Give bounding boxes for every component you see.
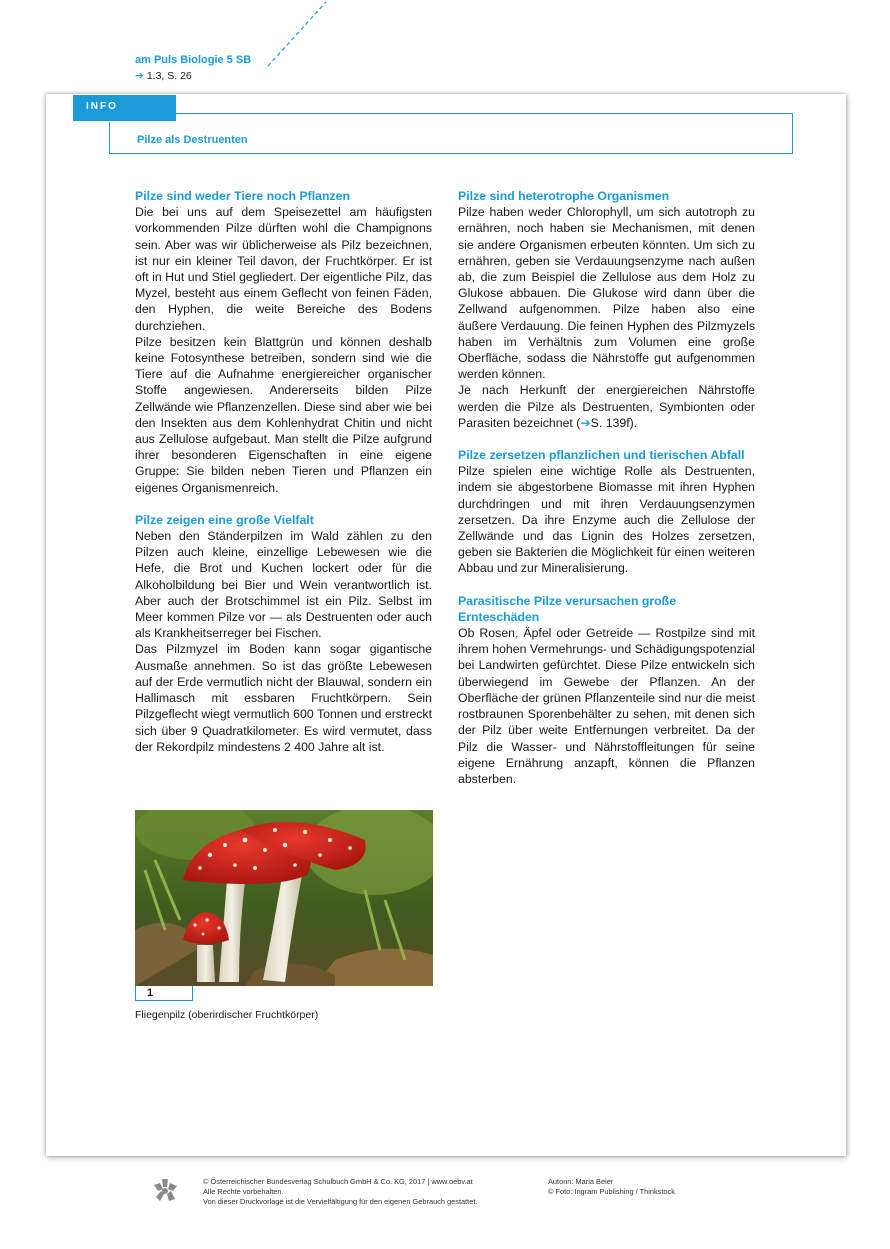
paragraph: Neben den Ständerpilzen im Wald zählen zu den Pilzen auch kleine, einzellige Lebewesen wie die Hefe, die Brot und Kuchen lockert oder für die Alkoholbildung bei Bier und Wein verantwortlich ist. Aber auch der Brotschimmel ist ein Pilz. Selbst im Meer kommen Pilze vor — als Destruenten oder auch als Krankheitserreger bei Fischen. <box>135 529 432 641</box>
footer-copyright <box>203 1177 477 1207</box>
footer-credits <box>548 1177 675 1197</box>
dashed-cut-line <box>260 0 340 70</box>
publisher-logo-icon <box>150 1177 180 1203</box>
right-column <box>458 188 755 787</box>
copy-permission-line: Von dieser Druckvorlage ist die Vervielfältigung für den eigenen Gebrauch gestattet. <box>203 1197 478 1206</box>
arrow-right-icon: ➔ <box>580 415 591 430</box>
paragraph <box>458 382 755 431</box>
fly-agaric-photo <box>135 810 433 986</box>
paragraph: Ob Rosen, Äpfel oder Getreide — Rostpilze sind mit ihrem hohen Vermehrungs- und Schädigungspotenzial bei Landwirten gefürchtet. Diese Pilze entwickeln sich überwiegend im Gewebe der Pflanzen. An der Oberfläche der grünen Pflanzenteile sind nur die meist rostbraunen Sporenbehälter zu sehen, mit denen sich der Pilz über weite Entfernungen verbreitet. Da der Pilz die Wasser- und Nährstoffleitungen für seine eigene Ernährung anzapft, können die Pflanzen absterben. <box>458 626 755 786</box>
rights-line: Alle Rechte vorbehalten. <box>203 1187 284 1196</box>
paragraph-text: Je nach Herkunft der energiereichen Nährstoffe werden die Pilze als Destruenten, Symbionten oder Parasiten bezeichnet ( <box>458 383 755 430</box>
paragraph: Das Pilzmyzel im Boden kann sogar gigantische Ausmaße annehmen. So ist das größte Lebewesen auf der Erde vermutlich nicht der Blauwal, sondern ein Hallimasch mit essbaren Fruchtkörpern. Sein Pilzgeflecht wiegt vermutlich 600 Tonnen und erstreckt sich über 9 Quadratkilometer. Es wird vermutet, dass der Rekordpilz mindestens 2 400 Jahre alt ist. <box>135 642 432 754</box>
page-reference-text: 1.3, S. 26 <box>146 70 192 82</box>
figure-number: 1 <box>135 986 193 1001</box>
info-tab: INFO <box>73 95 176 121</box>
page-reference-link: S. 139f). <box>590 415 638 430</box>
page-reference <box>135 70 192 82</box>
paragraph: Pilze besitzen kein Blattgrün und können deshalb keine Fotosynthese betreiben, sondern sind wie die Tiere auf die Aufnahme energiereicher organischer Stoffe angewiesen. Andererseits bilden Pilze Zellwände wie Pflanzenzellen. Diese sind aber wie bei den Insekten aus dem Kohlenhydrat Chitin und nicht aus Zellulose aufgebaut. Man stellt die Pilze aufgrund ihrer besonderen Eigenschaften in eine eigene Gruppe: Sie bilden neben Tieren und Pflanzen ein eigenes Organismenreich. <box>135 334 432 495</box>
arrow-right-icon: ➔ <box>135 70 144 82</box>
figure-caption: Fliegenpilz (oberirdischer Fruchtkörper) <box>135 1009 319 1021</box>
section-heading: Pilze sind heterotrophe Organismen <box>458 189 670 203</box>
section-heading: Pilze sind weder Tiere noch Pflanzen <box>135 189 351 203</box>
section-heading: Pilze zersetzen pflanzlichen und tierischen Abfall <box>458 448 745 463</box>
paragraph: Pilze spielen eine wichtige Rolle als Destruenten, indem sie abgestorbene Biomasse mit ihren Hyphen durchdringen und mit ihren Verdauungsenzymen zersetzen. Da ihre Enzyme auch die Zellulose der Zellwände und das Lignin des Holzes zersetzen, geben sie Bakterien die Möglichkeit für einen weiteren Abbau und zur Mineralisierung. <box>458 464 755 576</box>
left-column <box>135 188 432 755</box>
paragraph: Pilze haben weder Chlorophyll, um sich autotroph zu ernähren, noch haben sie Mechanismen, mit denen sie andere Organismen erbeuten könnten. Um sich zu ernähren, geben sie Verdauungsenzyme nach außen ab, die zum Beispiel die Zellulose aus dem Holz zu Glukose abbauen. Die Glukose wird dann über die Zellwand aufgenommen. Pilze haben also eine äußere Verdauung. Die feinen Hyphen des Pilzmyzels haben im Verhältnis zum Volumen eine große Oberfläche, sodass die Nährstoffe gut aufgenommen werden können. <box>458 205 755 382</box>
page-title: Pilze als Destruenten <box>137 134 248 146</box>
section-heading: Pilze zeigen eine große Vielfalt <box>135 512 314 527</box>
author-credit: Autorin: Maria Beier <box>548 1177 614 1186</box>
book-title: am Puls Biologie 5 SB <box>135 54 252 66</box>
section-heading: Parasitische Pilze verursachen große Ernteschäden <box>458 593 677 624</box>
paragraph: Die bei uns auf dem Speisezettel am häufigsten vorkommenden Pilze dürften wohl die Champignons sein. Aber was wir üblicherweise als Pilz bezeichnen, ist nur ein kleiner Teil davon, der Fruchtkörper. Er ist oft in Hut und Stiel gegliedert. Der eigentliche Pilz, das Myzel, besteht aus einem Geflecht von feinen Fäden, den Hyphen, die weite Bereiche des Bodens durchziehen. <box>135 205 432 333</box>
photo-credit: © Foto: Ingram Publishing / Thinkstock <box>548 1187 675 1196</box>
copyright-line: © Österreichischer Bundesverlag Schulbuch GmbH & Co. KG, 2017 | www.oebv.at <box>203 1177 473 1186</box>
mushroom-illustration <box>135 810 433 986</box>
